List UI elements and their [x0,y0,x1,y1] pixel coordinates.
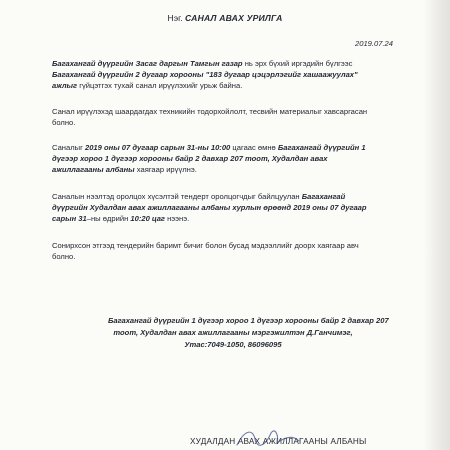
paragraph-4-line-2: дүүргийн Худалдан авах ажиллагааны албаны хурлын өрөөнд 2019 оны 07 дугаар [52,203,367,212]
paragraph-1-line-1: Багахангай дүүргийн Засаг даргын Тамгын газар нь эрх бүхий иргэдийн бүлгээс [52,59,353,68]
document-title [0,13,450,23]
page-edge-shadow [424,0,450,450]
contact-line-2: тоот, Худалдан авах ажиллагааны мэргэжилтэн Д.Ганчимэг, [113,328,353,337]
paragraph-3-line-1: Саналыг 2019 оны 07 дугаар сарын 31-ны 10:00 цагаас өмнө Багахангай дүүргийн 1 [52,143,366,152]
paragraph-1-line-2: Багахангай дүүргийн 2 дугаар хорооны "183 дугаар цэцэрлэгийг хашаажуулах" [52,70,358,79]
document-date: 2019.07.24 [355,39,394,48]
paragraph-3-line-3: ажиллагааны албаны хаягаар ирүүлнэ. [52,165,197,174]
paragraph-4-line-3: сарын 31–ны өдрийн 10:20 цаг нээнэ. [52,214,190,223]
title-text: САНАЛ АВАХ УРИЛГА [184,13,283,23]
title-prefix: Нэг. [167,13,183,23]
paragraph-5-line-2: болно. [52,252,76,261]
paragraph-4-line-1: Саналын нээлтэд оролцох хүсэлтэй тендерт оролцогчдыг байлцуулан Багахангай [52,192,346,201]
paragraph-5-line-1: Сонирхсон этгээд тендерийн баримт бичиг болон бусад мэдээллийг доорх хаягаар авч [52,241,359,250]
department-name: ХУДАЛДАН АВАХ АЖИЛЛАГААНЫ АЛБАНЫ [190,437,367,446]
paragraph-3-line-2: дүгээр хороо 1 дүгээр хорооны байр 2 давхар 207 тоот, Худалдан авах [52,154,328,163]
paragraph-1-line-3: ажлыг гүйцэтгэх тухай санал ирүүлэхийг урьж байна. [52,81,243,90]
contact-line-1: Багахангай дүүргийн 1 дүгээр хороо 1 дүгээр хорооны байр 2 давхар 207 [108,316,389,325]
contact-line-3: Утас:7049-1050, 86096095 [184,340,282,349]
paragraph-2-line-2: болно. [52,118,76,127]
paragraph-2-line-1: Санал ирүүлэхэд шаардагдах техникийн тодорхойлолт, тесвийн материалыг хавсаргасан [52,107,368,116]
signature-mark [233,425,303,450]
